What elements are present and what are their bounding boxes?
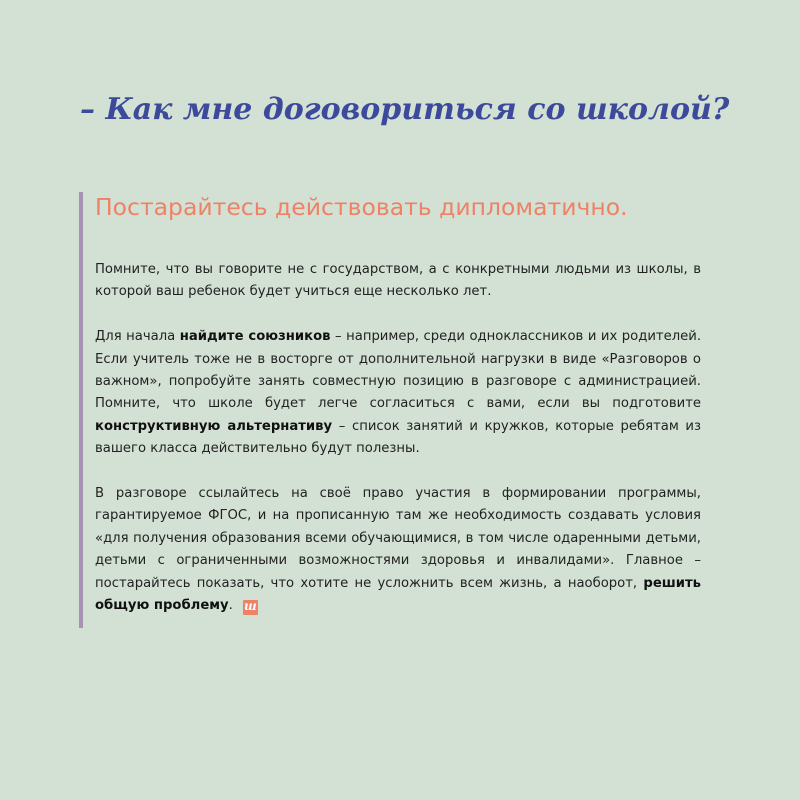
paragraph-2-intro: Для начала: [95, 329, 180, 345]
quote-accent-bar: [79, 192, 83, 628]
emphasis-find-allies: найдите союзников: [179, 329, 331, 345]
article-body: [95, 259, 701, 617]
paragraph-3-end: .: [228, 598, 233, 614]
section-subtitle: Постарайтесь действовать дипломатично.: [95, 193, 628, 221]
emphasis-constructive-alternative: конструктивную альтернативу: [95, 418, 333, 434]
page-title: – Как мне договориться со школой?: [80, 92, 730, 127]
paragraph-1-text: Помните, что вы говорите не с государством, а с конкретными людьми из школы, в которой ваш ребенок будет учиться еще несколько лет.: [95, 262, 701, 300]
paragraph-1: [95, 259, 701, 304]
paragraph-3: [95, 483, 701, 617]
brand-logo-icon: ш: [244, 599, 257, 614]
paragraph-3-intro: В разговоре ссылайтесь на своё право участия в формировании программы, гарантируемое ФГОС, и на прописанную там же необходимость создавать условия «для получения образования всеми обучающимися, в том числе одаренными детьми, детьми с ограниченными возможностями здоровья и инвалидами». Главное – постарайтесь показать, что хотите не усложнить всем жизнь, а наоборот,: [95, 486, 701, 591]
emphasis-solve-common-problem: решить общую проблему: [95, 575, 701, 614]
paragraph-2: [95, 326, 701, 460]
paragraph-2-end: – список занятий и кружков, которые ребятам из вашего класса действительно будут полезны.: [95, 418, 701, 457]
paragraph-2-middle: – например, среди одноклассников и их родителей. Если учитель тоже не в восторге от дополнительной нагрузки в виде «Разговоров о важном», попробуйте занять совместную позицию в разговоре с администрацией. Помните, что школе будет легче согласиться с вами, если вы подготовите: [95, 329, 702, 412]
